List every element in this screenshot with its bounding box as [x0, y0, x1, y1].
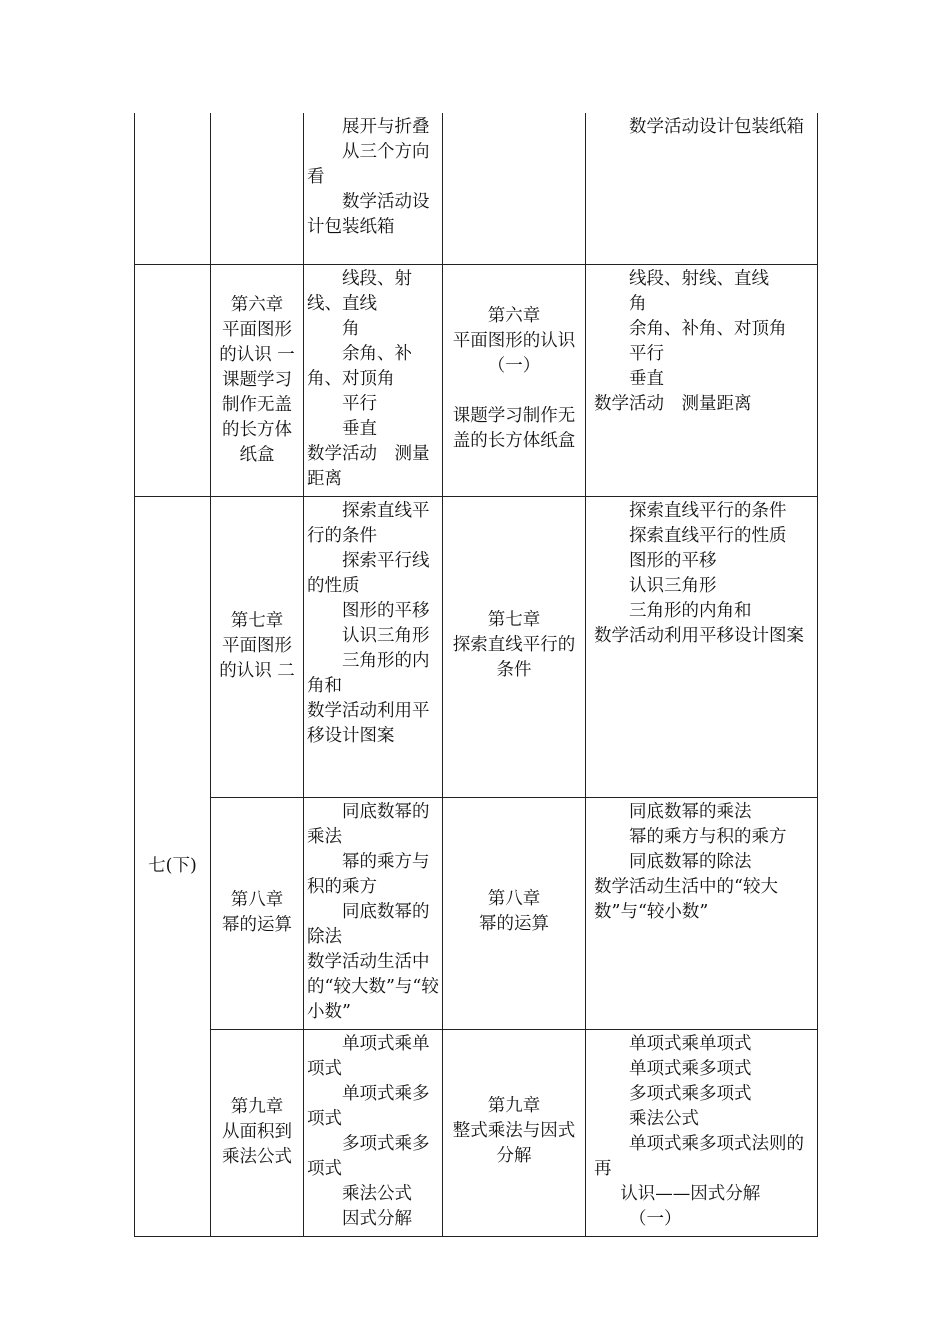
unit-project: 课题学习制作无盖的长方体纸盒 — [452, 406, 576, 451]
list-item: 平行 — [629, 343, 664, 364]
unit-number: 第六章 — [487, 306, 541, 326]
table-row — [135, 113, 818, 264]
list-item: 线段、射线、直线 — [629, 268, 769, 289]
grade-label: 七(下) — [148, 855, 197, 876]
list-item: 单项式乘多项式 — [307, 1083, 430, 1129]
unit-title: 平面图形的认识（一） — [452, 331, 576, 376]
list-item: 探索平行线的性质 — [307, 550, 430, 596]
list-item: 认识——因式分解 — [620, 1183, 761, 1204]
chapter-title: 从面积到乘法公式 — [222, 1122, 292, 1167]
list-item: 乘法公式 — [629, 1108, 699, 1129]
table-row — [135, 264, 818, 496]
list-item: 图形的平移 — [629, 550, 717, 571]
list-item: 探索直线平行的条件 — [629, 500, 787, 521]
grade-cell — [135, 496, 211, 1236]
chapter-number: 第七章 — [230, 611, 284, 631]
list-item: 多项式乘多项式 — [307, 1133, 430, 1179]
table-row — [135, 797, 818, 1029]
chapter-cell — [211, 1029, 304, 1236]
list-item: 数学活动生活中的“较大数”与“较小数” — [307, 951, 439, 1022]
items2-cell — [586, 797, 818, 1029]
items-cell — [304, 1029, 443, 1236]
list-item: 余角、补角、对顶角 — [307, 343, 412, 389]
list-item: 角 — [629, 293, 647, 314]
list-item: 同底数幂的乘法 — [629, 801, 752, 822]
list-item: 单项式乘单项式 — [629, 1033, 752, 1054]
chapter-title: 平面图形的认识 一 — [219, 319, 295, 365]
unit-cell — [443, 113, 586, 264]
list-item: 幂的乘方与积的乘方 — [307, 851, 430, 897]
list-item: 三角形的内角和 — [307, 650, 430, 696]
chapter-project: 课题学习制作无盖的长方体纸盒 — [222, 369, 292, 465]
grade-cell-blank — [135, 264, 211, 496]
chapter-number: 第九章 — [230, 1097, 284, 1117]
list-item: 余角、补角、对顶角 — [629, 318, 787, 339]
chapter-number: 第六章 — [230, 294, 284, 315]
items-cell — [304, 797, 443, 1029]
list-item: 同底数幂的除法 — [307, 901, 430, 947]
items2-cell — [586, 1029, 818, 1236]
list-item: 多项式乘多项式 — [629, 1083, 752, 1104]
chapter-title: 幂的运算 — [222, 915, 292, 935]
list-item: 数学活动 测量距离 — [594, 393, 752, 414]
items2-cell — [586, 264, 818, 496]
list-item: 探索直线平行的条件 — [307, 500, 430, 546]
items-cell — [304, 113, 443, 264]
unit-cell — [443, 797, 586, 1029]
list-item: 数学活动设计包装纸箱 — [307, 192, 430, 237]
chapter-cell — [211, 264, 304, 496]
list-item: 单项式乘单项式 — [307, 1033, 430, 1079]
items-cell — [304, 496, 443, 797]
list-item: 线段、射线、直线 — [307, 268, 412, 314]
table-row — [135, 1029, 818, 1236]
unit-number: 第九章 — [487, 1096, 541, 1116]
list-item: 认识三角形 — [629, 575, 717, 596]
unit-title: 探索直线平行的条件 — [452, 635, 576, 680]
list-item: 垂直 — [629, 368, 664, 389]
list-item: 探索直线平行的性质 — [629, 525, 787, 546]
list-item: 数学活动设计包装纸箱 — [629, 117, 804, 137]
list-item: 同底数幂的乘法 — [307, 801, 430, 847]
chapter-title: 平面图形的认识 二 — [219, 636, 295, 681]
list-item: 三角形的内角和 — [629, 600, 752, 621]
list-item: 图形的平移 — [342, 600, 430, 621]
list-item: 数学活动利用平移设计图案 — [307, 700, 430, 746]
list-item: 单项式乘多项式 — [629, 1058, 752, 1079]
chapter-number: 第八章 — [230, 890, 284, 910]
list-item: 角 — [342, 318, 360, 339]
list-item: 认识三角形 — [342, 625, 430, 646]
curriculum-table — [134, 113, 818, 1237]
list-item: 幂的乘方与积的乘方 — [629, 826, 787, 847]
items-cell — [304, 264, 443, 496]
list-item: 乘法公式 — [342, 1183, 412, 1204]
items2-cell — [586, 113, 818, 264]
grade-cell-blank — [135, 113, 211, 264]
chapter-cell — [211, 496, 304, 797]
chapter-cell — [211, 113, 304, 264]
unit-title: 整式乘法与因式分解 — [452, 1121, 576, 1166]
unit-cell — [443, 496, 586, 797]
list-item: 数学活动利用平移设计图案 — [594, 625, 804, 646]
chapter-cell — [211, 797, 304, 1029]
list-item: 垂直 — [342, 418, 377, 439]
list-item: 从三个方向看 — [307, 142, 430, 187]
list-item: （一） — [629, 1208, 682, 1229]
list-item: 数学活动生活中的“较大数”与“较小数” — [594, 876, 778, 922]
list-item: 数学活动 测量距离 — [307, 443, 430, 489]
table-row — [135, 496, 818, 797]
list-item: 因式分解 — [342, 1208, 412, 1229]
items2-cell — [586, 496, 818, 797]
list-item: 平行 — [342, 393, 377, 414]
unit-number: 第七章 — [487, 610, 541, 630]
unit-number: 第八章 — [487, 889, 541, 909]
unit-cell — [443, 1029, 586, 1236]
list-item: 同底数幂的除法 — [629, 851, 752, 872]
unit-cell — [443, 264, 586, 496]
list-item: 展开与折叠 — [342, 117, 430, 137]
list-item: 单项式乘多项式法则的再 — [594, 1133, 804, 1179]
unit-title: 幂的运算 — [479, 914, 549, 934]
